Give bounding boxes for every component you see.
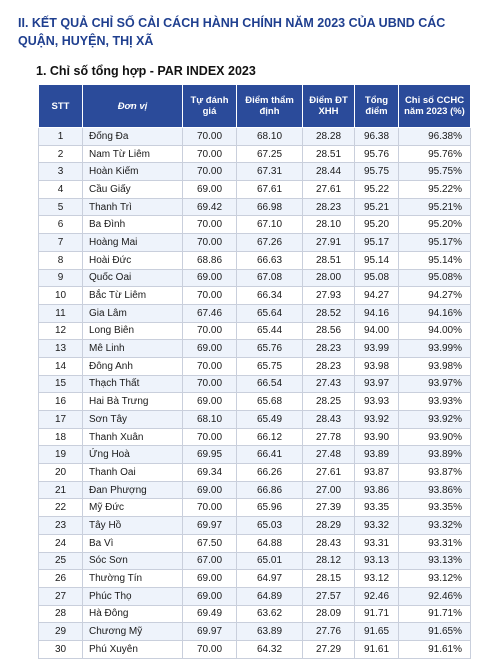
cell-unit: Thanh Xuân <box>83 428 183 446</box>
cell-appraisal-score: 66.26 <box>237 464 303 482</box>
cell-stt: 30 <box>39 640 83 658</box>
cell-self-score: 69.42 <box>183 198 237 216</box>
cell-survey-score: 28.43 <box>303 411 355 429</box>
cell-self-score: 69.95 <box>183 446 237 464</box>
section-heading: II. KẾT QUẢ CHỈ SỐ CẢI CÁCH HÀNH CHÍNH NĂM 2023 CỦA UBND CÁC QUẬN, HUYỆN, THỊ XÃ <box>18 16 446 48</box>
cell-unit: Đông Anh <box>83 357 183 375</box>
cell-appraisal-score: 66.63 <box>237 251 303 269</box>
table-row <box>39 234 471 252</box>
table-row <box>39 570 471 588</box>
col-header-survey: Điểm ĐT XHH <box>303 85 355 128</box>
cell-survey-score: 27.78 <box>303 428 355 446</box>
cell-unit: Ba Vì <box>83 534 183 552</box>
cell-unit: Thường Tín <box>83 570 183 588</box>
cell-appraisal-score: 65.01 <box>237 552 303 570</box>
table-header <box>39 85 471 128</box>
cell-self-score: 69.00 <box>183 181 237 199</box>
cell-appraisal-score: 66.12 <box>237 428 303 446</box>
cell-total-score: 93.98 <box>355 357 399 375</box>
cell-stt: 24 <box>39 534 83 552</box>
cell-index: 93.32% <box>399 517 471 535</box>
cell-stt: 5 <box>39 198 83 216</box>
cell-appraisal-score: 65.03 <box>237 517 303 535</box>
cell-total-score: 91.65 <box>355 623 399 641</box>
cell-self-score: 69.00 <box>183 269 237 287</box>
cell-index: 93.86% <box>399 481 471 499</box>
cell-index: 96.38% <box>399 128 471 146</box>
table-row <box>39 181 471 199</box>
table-row <box>39 605 471 623</box>
table-row <box>39 552 471 570</box>
table-row <box>39 269 471 287</box>
table-row <box>39 499 471 517</box>
cell-appraisal-score: 67.26 <box>237 234 303 252</box>
cell-survey-score: 27.61 <box>303 464 355 482</box>
cell-self-score: 69.97 <box>183 517 237 535</box>
cell-stt: 27 <box>39 587 83 605</box>
table-row <box>39 393 471 411</box>
cell-survey-score: 27.61 <box>303 181 355 199</box>
cell-index: 93.87% <box>399 464 471 482</box>
cell-total-score: 93.89 <box>355 446 399 464</box>
cell-stt: 29 <box>39 623 83 641</box>
cell-total-score: 93.13 <box>355 552 399 570</box>
cell-total-score: 93.93 <box>355 393 399 411</box>
cell-stt: 16 <box>39 393 83 411</box>
col-header-total: Tổng điểm <box>355 85 399 128</box>
cell-survey-score: 28.09 <box>303 605 355 623</box>
cell-survey-score: 28.25 <box>303 393 355 411</box>
cell-appraisal-score: 67.25 <box>237 145 303 163</box>
cell-stt: 15 <box>39 375 83 393</box>
cell-self-score: 67.00 <box>183 552 237 570</box>
cell-survey-score: 28.23 <box>303 340 355 358</box>
cell-survey-score: 27.57 <box>303 587 355 605</box>
table-row <box>39 357 471 375</box>
cell-total-score: 92.46 <box>355 587 399 605</box>
cell-appraisal-score: 68.10 <box>237 128 303 146</box>
cell-survey-score: 28.15 <box>303 570 355 588</box>
cell-survey-score: 27.91 <box>303 234 355 252</box>
cell-self-score: 70.00 <box>183 145 237 163</box>
cell-index: 91.71% <box>399 605 471 623</box>
cell-survey-score: 28.44 <box>303 163 355 181</box>
cell-self-score: 68.10 <box>183 411 237 429</box>
cell-total-score: 95.17 <box>355 234 399 252</box>
cell-appraisal-score: 66.86 <box>237 481 303 499</box>
cell-self-score: 69.00 <box>183 340 237 358</box>
cell-survey-score: 28.51 <box>303 145 355 163</box>
cell-unit: Phú Xuyên <box>83 640 183 658</box>
table-row <box>39 428 471 446</box>
cell-total-score: 93.87 <box>355 464 399 482</box>
cell-index: 95.17% <box>399 234 471 252</box>
cell-appraisal-score: 65.44 <box>237 322 303 340</box>
cell-total-score: 93.32 <box>355 517 399 535</box>
cell-stt: 1 <box>39 128 83 146</box>
table-row <box>39 163 471 181</box>
cell-index: 93.90% <box>399 428 471 446</box>
cell-total-score: 94.00 <box>355 322 399 340</box>
par-index-table <box>38 84 471 659</box>
cell-stt: 22 <box>39 499 83 517</box>
table-row <box>39 464 471 482</box>
cell-unit: Sóc Sơn <box>83 552 183 570</box>
cell-total-score: 94.16 <box>355 304 399 322</box>
cell-index: 94.00% <box>399 322 471 340</box>
cell-unit: Đống Đa <box>83 128 183 146</box>
col-header-index: Chỉ số CCHC năm 2023 (%) <box>399 85 471 128</box>
cell-stt: 3 <box>39 163 83 181</box>
cell-total-score: 91.61 <box>355 640 399 658</box>
cell-unit: Long Biên <box>83 322 183 340</box>
cell-unit: Gia Lâm <box>83 304 183 322</box>
cell-stt: 4 <box>39 181 83 199</box>
cell-appraisal-score: 67.08 <box>237 269 303 287</box>
cell-self-score: 69.00 <box>183 587 237 605</box>
cell-unit: Thanh Oai <box>83 464 183 482</box>
cell-stt: 18 <box>39 428 83 446</box>
cell-index: 93.97% <box>399 375 471 393</box>
cell-appraisal-score: 66.41 <box>237 446 303 464</box>
cell-index: 95.08% <box>399 269 471 287</box>
cell-unit: Đan Phượng <box>83 481 183 499</box>
col-header-stt: STT <box>39 85 83 128</box>
table-row <box>39 322 471 340</box>
cell-index: 93.89% <box>399 446 471 464</box>
cell-unit: Phúc Thọ <box>83 587 183 605</box>
cell-self-score: 70.00 <box>183 428 237 446</box>
cell-survey-score: 28.51 <box>303 251 355 269</box>
col-header-unit: Đơn vị <box>83 85 183 128</box>
table-row <box>39 640 471 658</box>
cell-total-score: 95.08 <box>355 269 399 287</box>
cell-appraisal-score: 63.62 <box>237 605 303 623</box>
cell-survey-score: 27.29 <box>303 640 355 658</box>
cell-unit: Chương Mỹ <box>83 623 183 641</box>
cell-stt: 21 <box>39 481 83 499</box>
cell-appraisal-score: 63.89 <box>237 623 303 641</box>
cell-total-score: 93.12 <box>355 570 399 588</box>
cell-stt: 23 <box>39 517 83 535</box>
cell-unit: Ba Đình <box>83 216 183 234</box>
cell-unit: Thanh Trì <box>83 198 183 216</box>
cell-self-score: 69.00 <box>183 481 237 499</box>
cell-survey-score: 28.23 <box>303 357 355 375</box>
cell-total-score: 93.31 <box>355 534 399 552</box>
cell-total-score: 93.35 <box>355 499 399 517</box>
table-row <box>39 340 471 358</box>
cell-total-score: 95.21 <box>355 198 399 216</box>
cell-stt: 25 <box>39 552 83 570</box>
table-row <box>39 517 471 535</box>
cell-total-score: 93.99 <box>355 340 399 358</box>
cell-appraisal-score: 65.75 <box>237 357 303 375</box>
cell-total-score: 94.27 <box>355 287 399 305</box>
cell-self-score: 70.00 <box>183 128 237 146</box>
cell-index: 91.61% <box>399 640 471 658</box>
cell-self-score: 67.46 <box>183 304 237 322</box>
cell-index: 95.75% <box>399 163 471 181</box>
cell-index: 95.22% <box>399 181 471 199</box>
table-row <box>39 534 471 552</box>
cell-index: 93.31% <box>399 534 471 552</box>
cell-stt: 12 <box>39 322 83 340</box>
cell-index: 95.20% <box>399 216 471 234</box>
table-row <box>39 216 471 234</box>
cell-index: 95.76% <box>399 145 471 163</box>
cell-unit: Sơn Tây <box>83 411 183 429</box>
cell-survey-score: 27.00 <box>303 481 355 499</box>
table-row <box>39 481 471 499</box>
table-row <box>39 446 471 464</box>
cell-stt: 6 <box>39 216 83 234</box>
table-row <box>39 145 471 163</box>
cell-survey-score: 28.00 <box>303 269 355 287</box>
cell-appraisal-score: 66.34 <box>237 287 303 305</box>
cell-appraisal-score: 66.54 <box>237 375 303 393</box>
cell-total-score: 93.86 <box>355 481 399 499</box>
cell-self-score: 69.97 <box>183 623 237 641</box>
table-row <box>39 587 471 605</box>
cell-total-score: 95.22 <box>355 181 399 199</box>
subsection-heading: 1. Chỉ số tổng hợp - PAR INDEX 2023 <box>36 64 256 78</box>
cell-total-score: 93.97 <box>355 375 399 393</box>
cell-index: 93.98% <box>399 357 471 375</box>
cell-self-score: 69.00 <box>183 393 237 411</box>
cell-index: 93.12% <box>399 570 471 588</box>
cell-appraisal-score: 65.49 <box>237 411 303 429</box>
cell-stt: 28 <box>39 605 83 623</box>
table-body <box>39 128 471 659</box>
cell-stt: 10 <box>39 287 83 305</box>
cell-self-score: 69.34 <box>183 464 237 482</box>
cell-index: 93.35% <box>399 499 471 517</box>
cell-self-score: 68.86 <box>183 251 237 269</box>
cell-stt: 13 <box>39 340 83 358</box>
cell-total-score: 91.71 <box>355 605 399 623</box>
cell-self-score: 70.00 <box>183 234 237 252</box>
cell-survey-score: 27.93 <box>303 287 355 305</box>
cell-index: 93.92% <box>399 411 471 429</box>
cell-unit: Hoài Đức <box>83 251 183 269</box>
cell-survey-score: 28.29 <box>303 517 355 535</box>
cell-total-score: 93.92 <box>355 411 399 429</box>
cell-unit: Tây Hồ <box>83 517 183 535</box>
cell-self-score: 69.00 <box>183 570 237 588</box>
cell-self-score: 70.00 <box>183 357 237 375</box>
cell-appraisal-score: 64.32 <box>237 640 303 658</box>
cell-stt: 9 <box>39 269 83 287</box>
cell-unit: Hai Bà Trưng <box>83 393 183 411</box>
cell-index: 92.46% <box>399 587 471 605</box>
cell-appraisal-score: 64.89 <box>237 587 303 605</box>
cell-appraisal-score: 67.61 <box>237 181 303 199</box>
cell-survey-score: 28.12 <box>303 552 355 570</box>
cell-self-score: 70.00 <box>183 287 237 305</box>
cell-survey-score: 27.48 <box>303 446 355 464</box>
cell-survey-score: 28.23 <box>303 198 355 216</box>
cell-total-score: 95.20 <box>355 216 399 234</box>
cell-self-score: 70.00 <box>183 163 237 181</box>
cell-total-score: 96.38 <box>355 128 399 146</box>
cell-stt: 26 <box>39 570 83 588</box>
cell-appraisal-score: 67.10 <box>237 216 303 234</box>
cell-appraisal-score: 65.76 <box>237 340 303 358</box>
cell-unit: Quốc Oai <box>83 269 183 287</box>
cell-index: 93.13% <box>399 552 471 570</box>
cell-unit: Cầu Giấy <box>83 181 183 199</box>
table-row <box>39 623 471 641</box>
cell-index: 94.27% <box>399 287 471 305</box>
cell-appraisal-score: 64.88 <box>237 534 303 552</box>
cell-unit: Thạch Thất <box>83 375 183 393</box>
cell-stt: 8 <box>39 251 83 269</box>
cell-stt: 20 <box>39 464 83 482</box>
cell-unit: Hoàn Kiếm <box>83 163 183 181</box>
cell-unit: Hà Đông <box>83 605 183 623</box>
cell-unit: Nam Từ Liêm <box>83 145 183 163</box>
cell-index: 94.16% <box>399 304 471 322</box>
cell-survey-score: 28.56 <box>303 322 355 340</box>
cell-appraisal-score: 67.31 <box>237 163 303 181</box>
cell-appraisal-score: 65.96 <box>237 499 303 517</box>
cell-stt: 2 <box>39 145 83 163</box>
table-row <box>39 251 471 269</box>
cell-appraisal-score: 64.97 <box>237 570 303 588</box>
cell-self-score: 70.00 <box>183 375 237 393</box>
cell-unit: Mê Linh <box>83 340 183 358</box>
cell-survey-score: 28.52 <box>303 304 355 322</box>
cell-stt: 7 <box>39 234 83 252</box>
cell-index: 95.14% <box>399 251 471 269</box>
cell-index: 93.93% <box>399 393 471 411</box>
cell-index: 93.99% <box>399 340 471 358</box>
cell-total-score: 95.75 <box>355 163 399 181</box>
cell-self-score: 70.00 <box>183 499 237 517</box>
cell-unit: Mỹ Đức <box>83 499 183 517</box>
cell-appraisal-score: 65.68 <box>237 393 303 411</box>
cell-appraisal-score: 65.64 <box>237 304 303 322</box>
cell-self-score: 67.50 <box>183 534 237 552</box>
table-row <box>39 375 471 393</box>
table-row <box>39 128 471 146</box>
cell-self-score: 70.00 <box>183 640 237 658</box>
cell-stt: 14 <box>39 357 83 375</box>
cell-survey-score: 28.10 <box>303 216 355 234</box>
cell-total-score: 95.14 <box>355 251 399 269</box>
cell-self-score: 70.00 <box>183 216 237 234</box>
table-row <box>39 411 471 429</box>
cell-appraisal-score: 66.98 <box>237 198 303 216</box>
cell-unit: Hoàng Mai <box>83 234 183 252</box>
table-row <box>39 198 471 216</box>
cell-survey-score: 27.76 <box>303 623 355 641</box>
cell-total-score: 95.76 <box>355 145 399 163</box>
cell-stt: 19 <box>39 446 83 464</box>
cell-index: 91.65% <box>399 623 471 641</box>
cell-total-score: 93.90 <box>355 428 399 446</box>
col-header-self: Tự đánh giá <box>183 85 237 128</box>
cell-survey-score: 28.28 <box>303 128 355 146</box>
cell-index: 95.21% <box>399 198 471 216</box>
cell-survey-score: 28.43 <box>303 534 355 552</box>
table-row <box>39 287 471 305</box>
cell-survey-score: 27.43 <box>303 375 355 393</box>
table-row <box>39 304 471 322</box>
cell-survey-score: 27.39 <box>303 499 355 517</box>
cell-stt: 17 <box>39 411 83 429</box>
cell-unit: Ứng Hoà <box>83 446 183 464</box>
cell-self-score: 69.49 <box>183 605 237 623</box>
col-header-appraisal: Điểm thẩm định <box>237 85 303 128</box>
cell-unit: Bắc Từ Liêm <box>83 287 183 305</box>
cell-stt: 11 <box>39 304 83 322</box>
cell-self-score: 70.00 <box>183 322 237 340</box>
